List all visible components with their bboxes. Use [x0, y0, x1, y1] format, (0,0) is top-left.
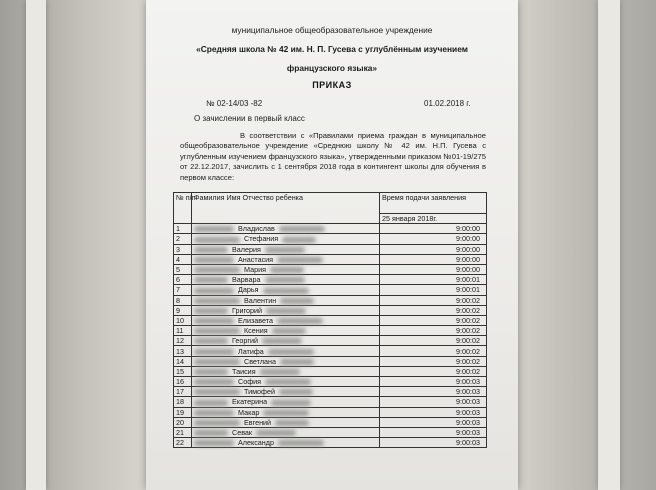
row-child-name [192, 346, 380, 356]
redacted-patronymic [279, 226, 325, 232]
redacted-patronymic [275, 420, 309, 426]
first-name: Дарья [238, 285, 259, 295]
door-frame-right [598, 0, 620, 490]
redacted-patronymic [272, 328, 306, 334]
row-application-time: 9:00:00 [380, 254, 487, 264]
row-application-time: 9:00:01 [380, 275, 487, 285]
header-date: 25 января 2018г. [380, 214, 487, 224]
row-child-name [192, 397, 380, 407]
redacted-patronymic [265, 379, 311, 385]
row-child-name [192, 407, 380, 417]
first-name: Елизавета [238, 315, 273, 325]
row-child-name [192, 295, 380, 305]
table-row [174, 407, 487, 417]
table-row [174, 224, 487, 234]
table-row [174, 244, 487, 254]
table-row [174, 234, 487, 244]
row-number: 22 [174, 438, 192, 448]
row-number: 11 [174, 326, 192, 336]
redacted-patronymic [266, 308, 306, 314]
redacted-surname [194, 298, 240, 304]
table-row [174, 387, 487, 397]
table-row [174, 275, 487, 285]
first-name: Георгий [232, 336, 259, 346]
row-application-time: 9:00:03 [380, 407, 487, 417]
row-application-time: 9:00:02 [380, 305, 487, 315]
redacted-patronymic [256, 430, 296, 436]
table-row [174, 295, 487, 305]
redacted-surname [194, 288, 234, 294]
redacted-surname [194, 338, 228, 344]
row-number: 13 [174, 346, 192, 356]
order-subject: О зачислении в первый класс [194, 114, 305, 123]
row-child-name [192, 438, 380, 448]
redacted-surname [194, 349, 234, 355]
redacted-surname [194, 237, 240, 243]
row-child-name [192, 224, 380, 234]
first-name: Анастасия [238, 254, 274, 264]
redacted-patronymic [282, 237, 316, 243]
redacted-surname [194, 369, 228, 375]
redacted-patronymic [280, 359, 314, 365]
redacted-patronymic [260, 369, 300, 375]
table-row [174, 356, 487, 366]
table-header-row [174, 193, 487, 214]
row-application-time: 9:00:03 [380, 438, 487, 448]
row-application-time: 9:00:03 [380, 397, 487, 407]
redacted-surname [194, 430, 228, 436]
redacted-surname [194, 410, 234, 416]
row-number: 10 [174, 315, 192, 325]
redacted-patronymic [277, 318, 323, 324]
first-name: Владислав [238, 224, 275, 234]
first-name: Тимофей [244, 387, 275, 397]
header-number: № п/п [174, 193, 192, 224]
table-row [174, 346, 487, 356]
row-application-time: 9:00:02 [380, 336, 487, 346]
redacted-surname [194, 318, 234, 324]
first-name: Григорий [232, 305, 262, 315]
table-row [174, 285, 487, 295]
header-child-name: Фамилия Имя Отчество ребенка [192, 193, 380, 224]
door-frame-left [26, 0, 46, 490]
row-number: 14 [174, 356, 192, 366]
header-school-name: «Средняя школа № 42 им. Н. П. Гусева с углублённым изучением [196, 44, 468, 54]
row-application-time: 9:00:02 [380, 326, 487, 336]
table-row [174, 377, 487, 387]
row-number: 15 [174, 366, 192, 376]
first-name: София [238, 377, 262, 387]
row-number: 2 [174, 234, 192, 244]
row-child-name [192, 427, 380, 437]
row-child-name [192, 377, 380, 387]
table-row [174, 438, 487, 448]
redacted-patronymic [265, 277, 305, 283]
redacted-patronymic [277, 257, 323, 263]
row-child-name [192, 254, 380, 264]
row-application-time: 9:00:02 [380, 315, 487, 325]
redacted-surname [194, 400, 228, 406]
redacted-surname [194, 308, 228, 314]
row-child-name [192, 315, 380, 325]
row-child-name [192, 244, 380, 254]
redacted-surname [194, 389, 240, 395]
row-application-time: 9:00:00 [380, 244, 487, 254]
row-number: 18 [174, 397, 192, 407]
order-body: В соответствии с «Правилами приема граждан в муниципальное общеобразовательное учреждение «Среднюю школу № 42 им. Н.П. Гусева с углубленным изучением французского языка», утвержденными приказом №01-19/275 от 22.12.2017, зачислить с 1 сентября 2018 года в контингент школы для обучения в первом классе: [180, 131, 486, 182]
row-child-name [192, 417, 380, 427]
redacted-patronymic [278, 440, 324, 446]
row-application-time: 9:00:03 [380, 387, 487, 397]
redacted-patronymic [280, 298, 314, 304]
first-name: Александр [238, 438, 274, 448]
row-application-time: 9:00:03 [380, 417, 487, 427]
redacted-patronymic [268, 349, 314, 355]
redacted-patronymic [262, 338, 302, 344]
first-name: Латифа [238, 346, 264, 356]
background-left [0, 0, 150, 490]
first-name: Макар [238, 407, 260, 417]
first-name: Варвара [232, 275, 261, 285]
table-row [174, 397, 487, 407]
redacted-patronymic [270, 267, 304, 273]
redacted-surname [194, 257, 234, 263]
document-title: ПРИКАЗ [312, 80, 352, 90]
row-child-name [192, 234, 380, 244]
header-school-type: муниципальное общеобразовательное учреждение [231, 25, 433, 35]
row-child-name [192, 387, 380, 397]
table-row [174, 254, 487, 264]
background-right [511, 0, 656, 490]
row-child-name [192, 336, 380, 346]
table-row [174, 315, 487, 325]
row-number: 4 [174, 254, 192, 264]
row-number: 20 [174, 417, 192, 427]
row-number: 1 [174, 224, 192, 234]
row-child-name [192, 264, 380, 274]
row-application-time: 9:00:02 [380, 366, 487, 376]
table-row [174, 417, 487, 427]
table-row [174, 336, 487, 346]
row-application-time: 9:00:01 [380, 285, 487, 295]
row-number: 19 [174, 407, 192, 417]
row-child-name [192, 305, 380, 315]
row-number: 6 [174, 275, 192, 285]
table-row [174, 366, 487, 376]
row-application-time: 9:00:02 [380, 346, 487, 356]
header-application-time: Время подачи заявления [380, 193, 487, 214]
first-name: Валерия [232, 244, 261, 254]
row-application-time: 9:00:03 [380, 427, 487, 437]
first-name: Екатерина [232, 397, 268, 407]
redacted-surname [194, 277, 228, 283]
order-date: 01.02.2018 г. [424, 99, 471, 108]
table-row [174, 264, 487, 274]
first-name: Таисия [232, 366, 256, 376]
row-application-time: 9:00:02 [380, 295, 487, 305]
redacted-patronymic [263, 288, 309, 294]
row-number: 16 [174, 377, 192, 387]
row-application-time: 9:00:00 [380, 234, 487, 244]
posted-order-sheet [146, 0, 518, 490]
first-name: Валентин [244, 295, 277, 305]
first-name: Севак [232, 428, 253, 438]
table-row [174, 305, 487, 315]
row-application-time: 9:00:03 [380, 377, 487, 387]
redacted-patronymic [279, 389, 313, 395]
row-child-name [192, 275, 380, 285]
row-child-name [192, 366, 380, 376]
row-number: 3 [174, 244, 192, 254]
redacted-surname [194, 379, 234, 385]
redacted-surname [194, 328, 240, 334]
first-name: Светлана [244, 356, 276, 366]
header-school-language: французского языка» [286, 63, 378, 73]
redacted-surname [194, 226, 234, 232]
row-child-name [192, 356, 380, 366]
row-number: 12 [174, 336, 192, 346]
row-number: 8 [174, 295, 192, 305]
order-number: № 02-14/03 -82 [206, 99, 263, 108]
row-application-time: 9:00:00 [380, 264, 487, 274]
redacted-surname [194, 359, 240, 365]
first-name: Стефания [244, 234, 279, 244]
row-number: 5 [174, 264, 192, 274]
enrollment-table [173, 192, 487, 448]
row-child-name [192, 285, 380, 295]
row-application-time: 9:00:02 [380, 356, 487, 366]
first-name: Евгений [244, 417, 272, 427]
row-number: 17 [174, 387, 192, 397]
table-row [174, 427, 487, 437]
first-name: Мария [244, 265, 266, 275]
table-row [174, 326, 487, 336]
redacted-surname [194, 440, 234, 446]
row-number: 9 [174, 305, 192, 315]
row-number: 21 [174, 427, 192, 437]
redacted-patronymic [265, 247, 305, 253]
redacted-patronymic [271, 400, 311, 406]
row-application-time: 9:00:00 [380, 224, 487, 234]
row-child-name [192, 326, 380, 336]
redacted-patronymic [263, 410, 309, 416]
redacted-surname [194, 420, 240, 426]
row-number: 7 [174, 285, 192, 295]
redacted-surname [194, 247, 228, 253]
first-name: Ксения [244, 326, 268, 336]
redacted-surname [194, 267, 240, 273]
